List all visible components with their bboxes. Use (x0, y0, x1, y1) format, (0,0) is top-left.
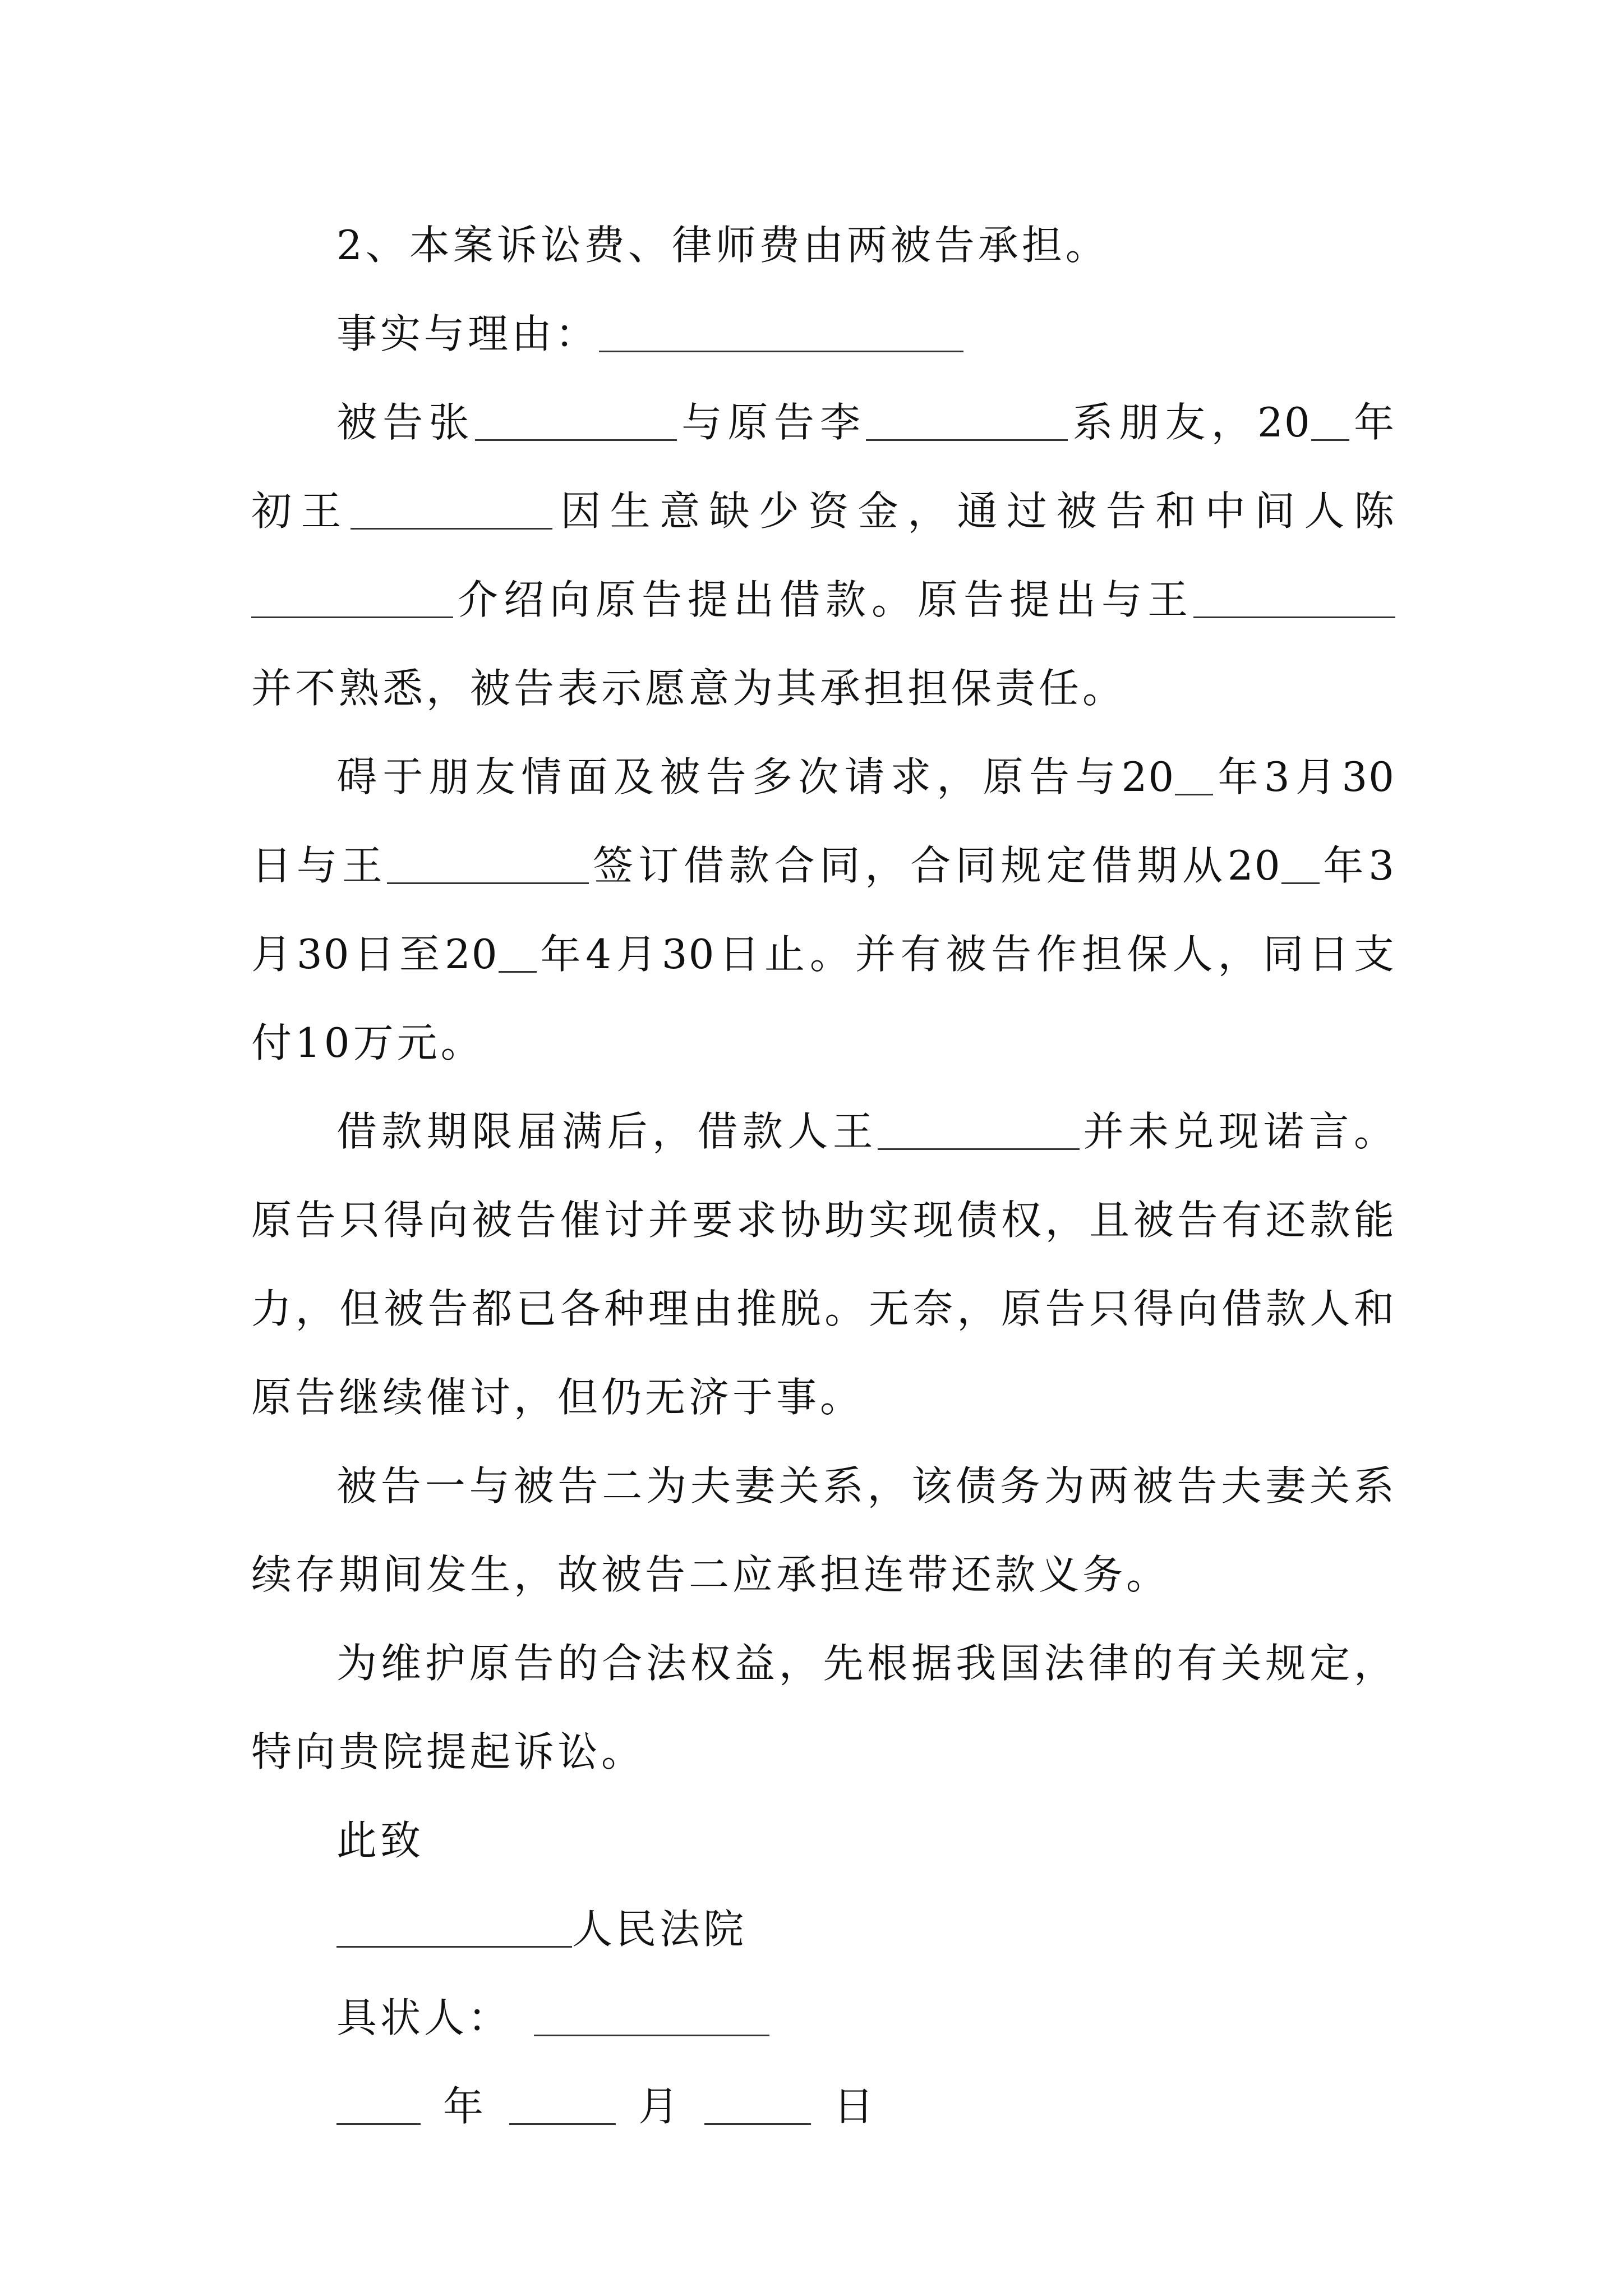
paragraph-line (251, 733, 1395, 821)
year-blank (499, 935, 537, 973)
date-year-label: 年 (443, 2083, 487, 2130)
text-segment: 为维护原告的合法权益，先根据我国法律的有关规定， (336, 1640, 1395, 1687)
date-month-label: 月 (638, 2083, 683, 2130)
signer-line (251, 1973, 1395, 2062)
borrower-name-blank (878, 1112, 1080, 1150)
paragraph-line (251, 910, 1395, 999)
signer-label: 具状人： (336, 1994, 512, 2041)
paragraph-line (251, 1708, 1395, 1796)
paragraph-line (251, 1176, 1395, 1264)
middleman-name-blank (251, 581, 453, 618)
paragraph-line (251, 1442, 1395, 1530)
text-segment: 因生意缺少资金，通过被告和中间人陈 (552, 487, 1395, 535)
text-segment: 年4月30日止。并有被告作担保人，同日支 (536, 931, 1395, 978)
text-segment: 被告一与被告二为夫妻关系，该债务为两被告夫妻关系 (336, 1462, 1395, 1510)
document-page (251, 201, 1395, 2151)
year-blank (1281, 846, 1320, 884)
year-blank (1175, 758, 1213, 795)
defendant-name-blank (475, 403, 677, 441)
text-segment: 碍于朋友情面及被告多次请求，原告与20 (336, 753, 1175, 800)
text-segment: 原告只得向被告催讨并要求协助实现债权，且被告有还款能 (251, 1197, 1395, 1244)
paragraph-line (251, 378, 1395, 467)
paragraph-line (251, 555, 1395, 644)
paragraph-line (251, 1530, 1395, 1619)
paragraph-line (251, 999, 1395, 1087)
court-name-blank (336, 1910, 572, 1948)
text-segment: 系朋友，20 (1068, 399, 1311, 446)
text-segment: 介绍向原告提出借款。原告提出与王 (453, 576, 1193, 623)
date-day-blank (704, 2087, 811, 2125)
text-segment: 借款期限届满后，借款人王 (336, 1108, 878, 1155)
paragraph-line (251, 1353, 1395, 1442)
signer-blank (534, 1999, 769, 2036)
paragraph-line (251, 1619, 1395, 1708)
text-segment: 月30日至20 (251, 931, 499, 978)
facts-blank (599, 315, 963, 352)
borrower-name-blank (351, 492, 552, 530)
date-line (251, 2062, 1395, 2151)
paragraph-line (251, 1087, 1395, 1176)
facts-heading (251, 289, 1395, 378)
paragraph-line (251, 821, 1395, 910)
text-segment: 续存期间发生，故被告二应承担连带还款义务。 (251, 1551, 1170, 1598)
text-segment: 日与王 (251, 842, 388, 889)
paragraph-line (251, 1264, 1395, 1353)
court-line (251, 1885, 1395, 1973)
plaintiff-name-blank (866, 403, 1068, 441)
claim-item-2-text: 2、本案诉讼费、律师费由两被告承担。 (336, 222, 1109, 269)
paragraph-line (251, 467, 1395, 555)
text-segment: 初王 (251, 487, 351, 535)
text-segment: 并不熟悉，被告表示愿意为其承担担保责任。 (251, 665, 1127, 712)
text-segment: 特向贵院提起诉讼。 (251, 1728, 645, 1775)
date-year-blank (336, 2087, 421, 2125)
text-segment: 被告张 (336, 399, 475, 446)
text-segment: 年3 (1319, 842, 1395, 889)
court-suffix: 人民法院 (572, 1906, 748, 1953)
year-blank (1311, 403, 1349, 441)
date-day-label: 日 (833, 2083, 878, 2130)
claim-item-2 (251, 201, 1395, 289)
text-segment: 付10万元。 (251, 1019, 485, 1066)
salutation (251, 1796, 1395, 1885)
text-segment: 并未兑现诺言。 (1080, 1108, 1395, 1155)
borrower-name-blank (1193, 581, 1395, 618)
text-segment: 年 (1349, 399, 1395, 446)
text-segment: 年3月30 (1213, 753, 1395, 800)
salutation-text: 此致 (336, 1817, 425, 1864)
text-segment: 与原告李 (676, 399, 866, 446)
text-segment: 签订借款合同，合同规定借期从20 (589, 842, 1281, 889)
paragraph-line (251, 644, 1395, 733)
date-month-blank (509, 2087, 616, 2125)
text-segment: 力，但被告都已各种理由推脱。无奈，原告只得向借款人和 (251, 1285, 1395, 1332)
facts-label: 事实与理由： (336, 310, 600, 357)
text-segment: 原告继续催讨，但仍无济于事。 (251, 1374, 864, 1421)
borrower-name-blank (387, 846, 589, 884)
